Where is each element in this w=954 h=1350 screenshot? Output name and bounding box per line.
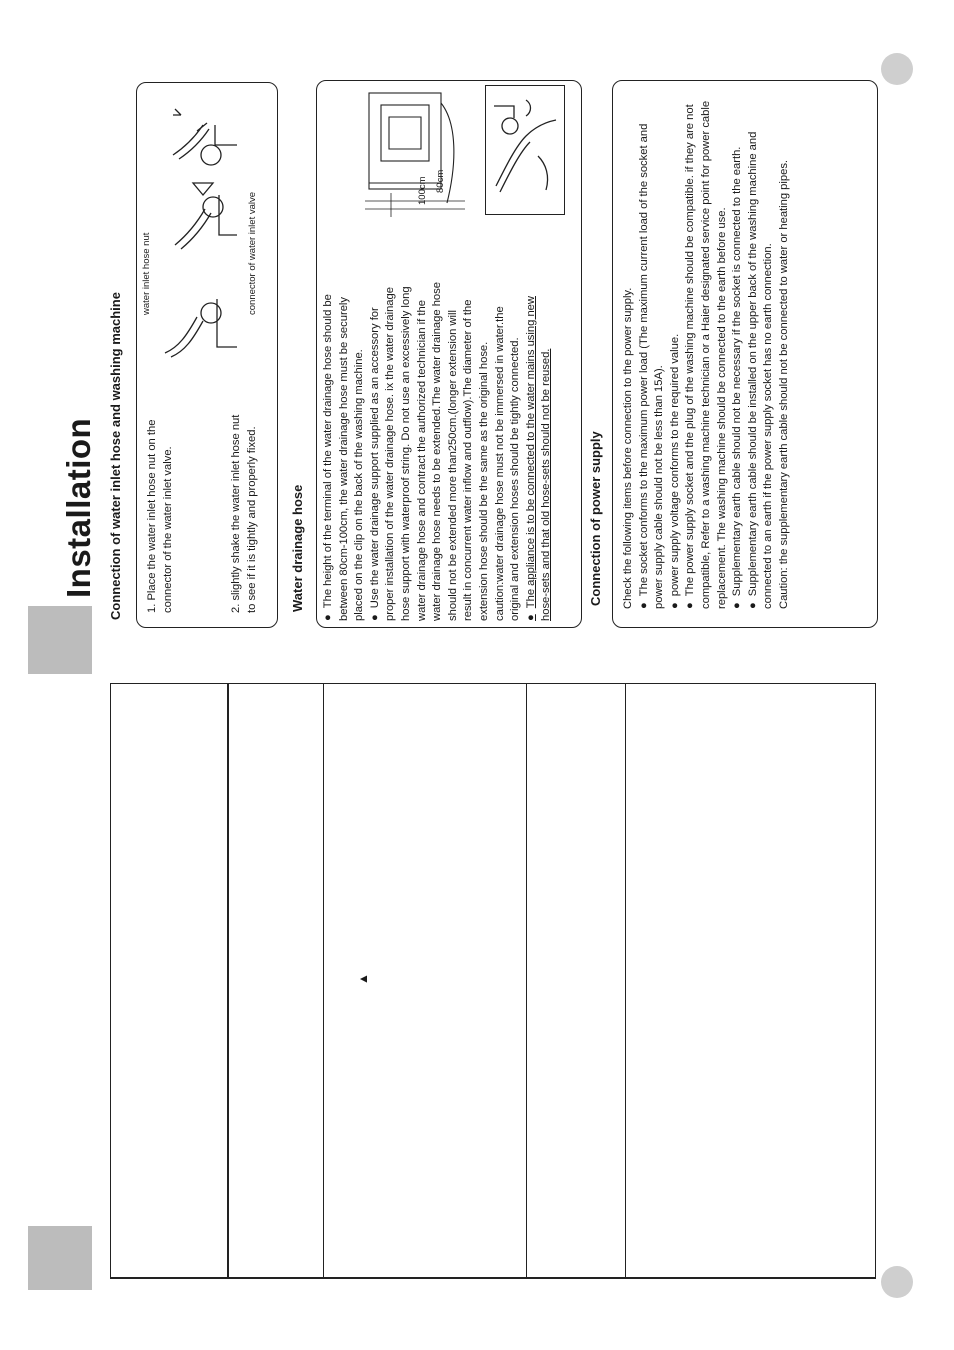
power-heading: Connection of power supply	[588, 431, 603, 606]
side-tab-top	[28, 606, 92, 674]
page-title: Installation	[60, 417, 97, 598]
inlet-step-2: 2. slightly shake the water inlet hose nut to see if it is tightly and properly fixed.	[230, 414, 258, 613]
power-caution: Caution: the supplementary earth cable should not be connected to water or heating pipes.	[777, 159, 790, 609]
drain-support-illustration	[486, 86, 564, 214]
inlet-step-1: 1. Place the water inlet hose nut on the connector of the water inlet valve.	[146, 419, 174, 613]
inlet-panel	[136, 82, 278, 628]
power-intro: Check the following items before connection to the power supply.	[622, 287, 634, 609]
side-tab-bottom	[28, 1226, 92, 1290]
inlet-heading: Connection of water inlet hose and washing machine	[108, 292, 123, 620]
corner-circle-top	[881, 53, 913, 85]
table-marker: ▲	[355, 973, 370, 985]
table-divider-4	[625, 684, 626, 1278]
table-bottom-rule	[111, 1277, 875, 1278]
drain-text-block	[321, 281, 555, 621]
power-item-1: ● The socket conforms to the maximum power load (The maximum current load of the socket and power supply cable should not be less than 15A).	[637, 97, 668, 609]
drain-point-2: ● Use the water drainage support supplied as an accessory for proper installation of the water drainage hose. ix the water drainage hose support with waterproof string. Do not use an excessively long water drainage hose and contract the authorized technician if the water drainage hose needs to be extended.The water drainage hose should not be extended more than250cm.(longer extension will result in concurrent water inflow and outflow).The diameter of the extension hose should be the same as the original hose.	[368, 281, 493, 621]
corner-circle-bottom	[881, 1266, 913, 1298]
table-divider-1	[227, 684, 229, 1278]
label-inlet-nut: water inlet hose nut	[141, 232, 152, 315]
power-item-3: ● Supplementary earth cable should not be necessary if the socket is connected to the earth.	[730, 97, 746, 609]
drain-point-1: ● The height of the terminal of the water drainage hose should be between 80cm-100cm, the water drainage hose must be securely placed on the clip on the back of the washing machine.	[321, 281, 368, 621]
drain-panel	[316, 80, 582, 628]
drain-heading: Water drainage hose	[290, 484, 305, 612]
table-divider-3	[526, 684, 527, 1278]
dim-80cm: 80cm	[435, 169, 446, 193]
inlet-illustration	[139, 85, 243, 375]
drain-support-detail	[485, 85, 565, 215]
label-inlet-connector: connector of water inlet valve	[247, 191, 258, 315]
power-item-1b: ● power supply voltage conforms to the required value.	[668, 97, 684, 609]
drain-machine-diagram	[361, 83, 471, 219]
power-panel	[612, 80, 878, 628]
blank-table	[110, 683, 876, 1279]
dim-100cm: 100cm	[417, 176, 428, 205]
table-divider-2	[323, 684, 324, 1278]
power-item-4: ● Supplementary earth cable should be installed on the upper back of the washing machine and connected to an earth if the power supply socket has no earth connection.	[746, 97, 777, 609]
drain-caution: caution:water drainage hose must not be immersed in water.the original and extension hoses should be tightly connected.	[493, 306, 522, 621]
power-text-block	[621, 97, 793, 609]
power-item-2: ● The power supply socket and the plug of the washing machine should be compatible. if they are not compatible, Refer to a washing machine technician or a Haier designated service point for power cable replacement. The washing machine should be connected to the earth before use.	[683, 97, 730, 609]
drain-point-3: ● The appliance is to be connected to the water mains using new hose-sets and that old hose-sets should not be reused.	[524, 281, 555, 621]
